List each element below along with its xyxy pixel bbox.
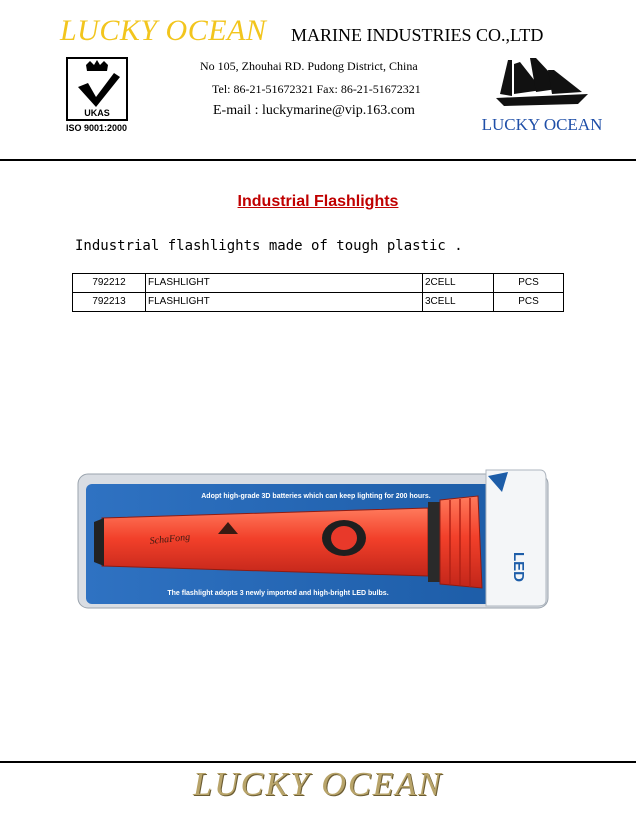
item-code: 792213 bbox=[73, 293, 146, 312]
table-row bbox=[73, 274, 564, 293]
footer-divider bbox=[0, 761, 636, 763]
package-side-text: LED bbox=[510, 552, 527, 582]
ukas-label: UKAS bbox=[84, 108, 110, 118]
item-name: FLASHLIGHT bbox=[146, 274, 423, 293]
ship-logo bbox=[481, 54, 603, 136]
page-title: Industrial Flashlights bbox=[237, 193, 399, 210]
item-name: FLASHLIGHT bbox=[146, 293, 423, 312]
flashlight-photo bbox=[78, 466, 548, 612]
company-address: No 105, Zhouhai RD. Pudong District, China bbox=[200, 59, 418, 73]
item-unit: PCS bbox=[494, 274, 564, 293]
header-divider bbox=[0, 159, 636, 161]
footer-brand: LUCKY OCEAN bbox=[193, 766, 443, 803]
product-description: Industrial flashlights made of tough plastic . bbox=[75, 238, 463, 254]
card-top-text: Adopt high-grade 3D batteries which can keep lighting for 200 hours. bbox=[201, 493, 431, 500]
product-table bbox=[72, 273, 564, 312]
item-spec: 3CELL bbox=[423, 293, 494, 312]
company-email: E-mail : luckymarine@vip.163.com bbox=[213, 103, 415, 118]
flashlight-brand-script: SchaFong bbox=[149, 531, 191, 547]
card-bottom-text: The flashlight adopts 3 newly imported and high-bright LED bulbs. bbox=[167, 590, 389, 597]
ukas-certification-logo bbox=[66, 57, 128, 121]
ship-logo-text: LUCKY OCEAN bbox=[481, 115, 603, 134]
company-tel-fax: Tel: 86-21-51672321 Fax: 86-21-51672321 bbox=[212, 82, 421, 96]
item-unit: PCS bbox=[494, 293, 564, 312]
item-spec: 2CELL bbox=[423, 274, 494, 293]
brand-name: LUCKY OCEAN bbox=[60, 14, 267, 47]
item-code: 792212 bbox=[73, 274, 146, 293]
iso-label: ISO 9001:2000 bbox=[66, 123, 128, 133]
company-name: MARINE INDUSTRIES CO.,LTD bbox=[291, 25, 544, 45]
table-row bbox=[73, 293, 564, 312]
